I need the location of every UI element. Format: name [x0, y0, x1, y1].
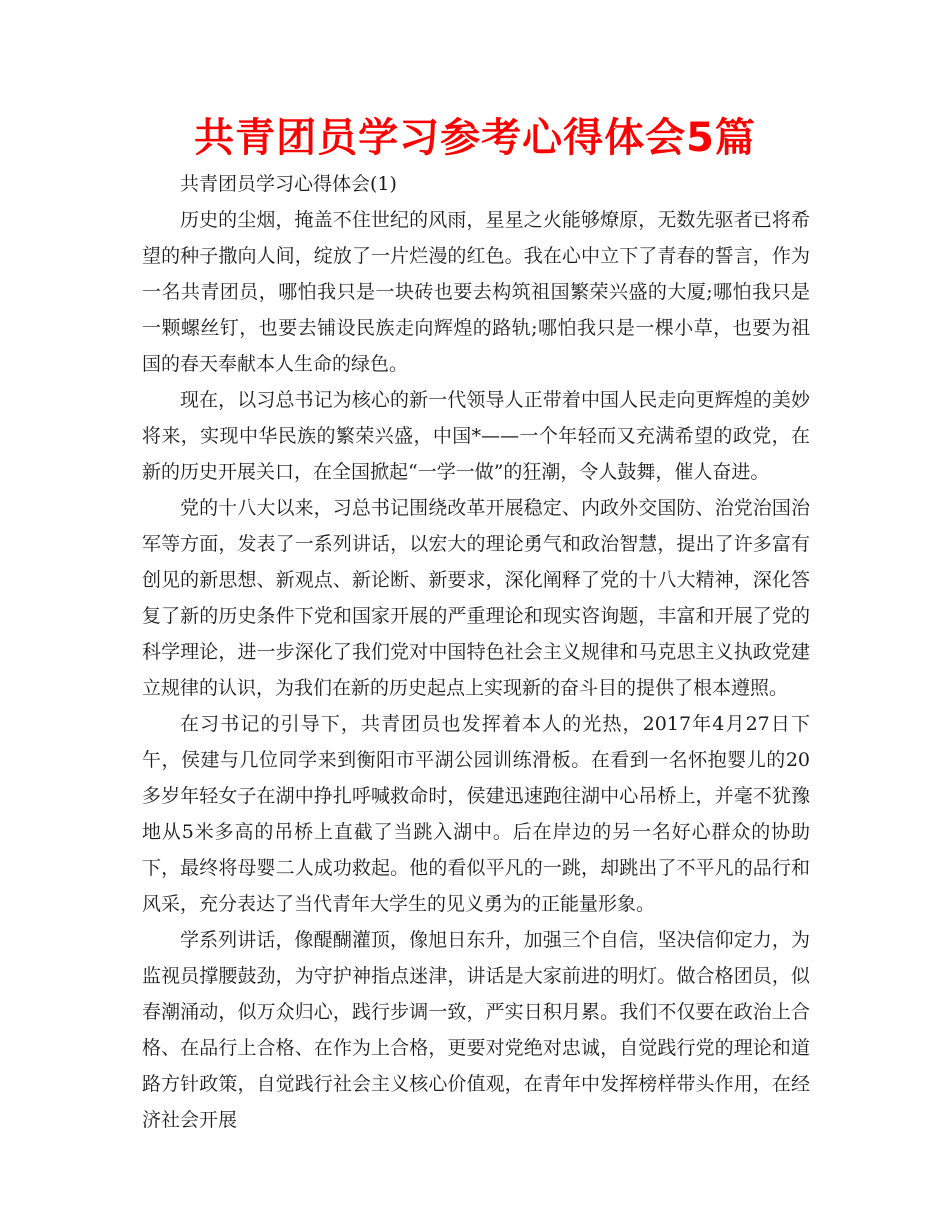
paragraph-5: 学系列讲话，像醍醐灌顶，像旭日东升，加强三个自信，坚决信仰定力，为监视员撑腰鼓劲，为守护神指点迷津，讲话是大家前进的明灯。做合格团员，似春潮涌动，似万众归心，践行步调一致，严实日积月累。我们不仅要在政治上合格、在品行上合格、在作为上合格，更要对党绝对忠诚，自觉践行党的理论和道路方针政策，自觉践行社会主义核心价值观，在青年中发挥榜样带头作用，在经济社会开展: [142, 929, 810, 1131]
document-title: 共青团员学习参考心得体会5篇: [194, 115, 756, 161]
paragraph-3: 党的十八大以来，习总书记围绕改革开展稳定、内政外交国防、治党治国治军等方面，发表了一系列讲话，以宏大的理论勇气和政治智慧，提出了许多富有创见的新思想、新观点、新论断、新要求，深化阐释了党的十八大精神，深化答复了新的历史条件下党和国家开展的严重理论和现实咨询题，丰富和开展了党的科学理论，进一步深化了我们党对中国特色社会主义规律和马克思主义执政党建立规律的认识，为我们在新的历史起点上实现新的奋斗目的提供了根本遵照。: [142, 497, 810, 699]
document-body: [142, 166, 810, 1138]
paragraph-4: 在习书记的引导下，共青团员也发挥着本人的光热，2017年4月27日下午，侯建与几位同学来到衡阳市平湖公园训练滑板。在看到一名怀抱婴儿的20多岁年轻女子在湖中挣扎呼喊救命时，侯建迅速跑往湖中心吊桥上，并毫不犹豫地从5米多高的吊桥上直截了当跳入湖中。后在岸边的另一名好心群众的协助下，最终将母婴二人成功救起。他的看似平凡的一跳，却跳出了不平凡的品行和风采，充分表达了当代青年大学生的见义勇为的正能量形象。: [142, 713, 810, 915]
section-subheading: 共青团员学习心得体会(1): [180, 173, 397, 195]
paragraph-2: 现在，以习总书记为核心的新一代领导人正带着中国人民走向更辉煌的美妙将来，实现中华民族的繁荣兴盛，中国*——一个年轻而又充满希望的政党，在新的历史开展关口，在全国掀起“一学一做”的狂潮，令人鼓舞，催人奋进。: [142, 389, 810, 483]
paragraph-1: 历史的尘烟，掩盖不住世纪的风雨，星星之火能够燎原，无数先驱者已将希望的种子撒向人间，绽放了一片烂漫的红色。我在心中立下了青春的誓言，作为一名共青团员，哪怕我只是一块砖也要去构筑祖国繁荣兴盛的大厦;哪怕我只是一颗螺丝钉，也要去铺设民族走向辉煌的路轨;哪怕我只是一棵小草，也要为祖国的春天奉献本人生命的绿色。: [142, 209, 810, 375]
